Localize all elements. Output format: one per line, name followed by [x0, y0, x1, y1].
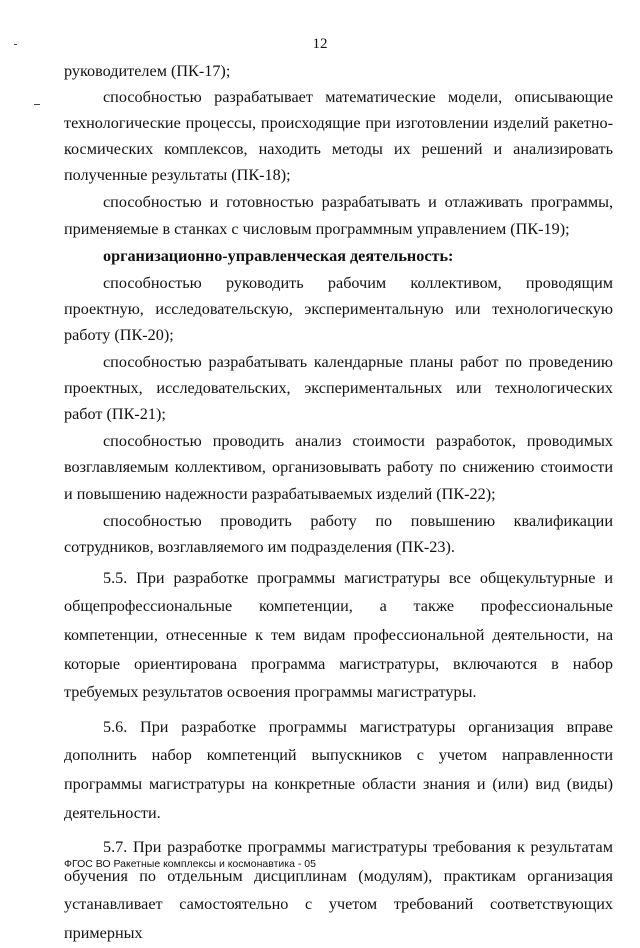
document-body	[64, 58, 613, 948]
paragraph: способностью проводить анализ стоимости разработок, проводимых возглавляемым коллективом, организовывать работу по снижению стоимости и повышению надежности разрабатываемых изделий (ПК-22);	[64, 432, 613, 503]
page-number: 12	[312, 36, 328, 52]
paragraph: способностью проводить работу по повышению квалификации сотрудников, возглавляемого им подразделения (ПК-23).	[64, 511, 613, 556]
footer-text: ФГОС ВО Ракетные комплексы и космонавтика - 05	[64, 858, 316, 870]
paragraph: способностью и готовностью разрабатывать и отлаживать программы, применяемые в станках с числовым программным управлением (ПК-19);	[64, 193, 613, 238]
paragraph: 5.7. При разработке программы магистратуры требования к результатам обучения по отдельным дисциплинам (модулям), практикам организация устанавливает самостоятельно с учетом требований соответствующих примерных	[64, 838, 613, 942]
paragraph: 5.6. При разработке программы магистратуры организация вправе дополнить набор компетенций выпускников с учетом направленности программы магистратуры на конкретные области знания и (или) вид (виды) деятельности.	[64, 717, 613, 822]
paragraph: 5.5. При разработке программы магистратуры все общекультурные и общепрофессиональные компетенции, а также профессиональные компетенции, отнесенные к тем видам профессиональной деятельности, на которые ориентирована программа магистратуры, включаются в набор требуемых результатов освоения программы магистратуры.	[64, 568, 613, 702]
scan-mark	[34, 104, 40, 105]
section-heading: организационно-управленческая деятельность:	[103, 246, 454, 265]
paragraph: способностью разрабатывать календарные планы работ по проведению проектных, исследовательских, экспериментальных или технологических работ (ПК-21);	[64, 353, 613, 424]
paragraph: руководителем (ПК-17);	[64, 62, 231, 80]
paragraph: способностью разрабатывает математические модели, описывающие технологические процессы, происходящие при изготовлении изделий ракетно-космических комплексов, находить методы их решений и анализировать полученные результаты (ПК-18);	[64, 88, 613, 185]
paragraph: способностью руководить рабочим коллективом, проводящим проектную, исследовательскую, экспериментальную или технологическую работу (ПК-20);	[64, 273, 613, 344]
